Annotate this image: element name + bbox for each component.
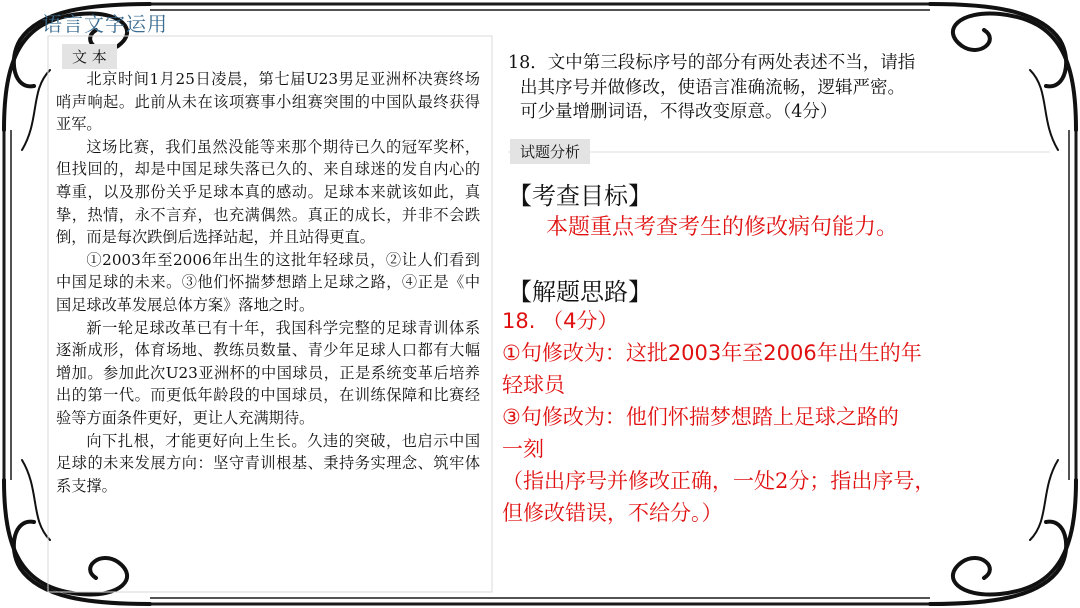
answer-1-line-1: ①句修改为：这批2003年至2006年出生的年 [502,341,922,365]
scoring-note-line-2: 但修改错误，不给分。） [502,501,723,525]
passage-panel [56,68,480,588]
question-line-2: 出其序号并做修改，使语言准确流畅，逻辑严密。 [520,77,905,98]
answer-1-line-2: 轻球员 [502,373,565,397]
question-line-1: 18．文中第三段标序号的部分有两处表述不当，请指 [508,53,916,73]
analysis-tag: 试题分析 [510,139,590,164]
text-tag: 文 本 [62,44,117,69]
passage-paragraph-4: 新一轮足球改革已有十年，我国科学完整的足球青训体系逐渐成形，体育场地、教练员数量、青少年足球人口都有大幅增加。参加此次U23亚洲杯的中国球员，正是系统变革后培养出的第一代。而更低年龄段的中国球员，在训练保障和比赛经验等方面条件更好，更让人充满期待。 [56,318,480,427]
passage-paragraph-3: ①2003年至2006年出生的这批年轻球员，②让人们看到中国足球的未来。③他们怀揣梦想踏上足球之路，④正是《中国足球改革发展总体方案》落地之时。 [56,250,480,314]
goal-text: 本题重点考查考生的修改病句能力。 [546,215,899,240]
goal-heading: 【考查目标】 [508,182,652,210]
answer-score: 18. （4分） [502,309,619,333]
answer-block [502,305,1042,529]
approach-heading: 【解题思路】 [508,278,652,306]
passage-paragraph-5: 向下扎根，才能更好向上生长。久违的突破，也启示中国足球的未来发展方向：坚守青训根基、秉持务实理念、筑牢体系支撑。 [56,431,480,495]
section-title: 语言文字运用 [42,12,168,36]
question-line-3: 可少量增删词语，不得改变原意。（4分） [520,102,838,122]
question-prompt [508,51,1034,125]
answer-2-line-2: 一刻 [502,437,544,461]
passage-paragraph-2: 这场比赛，我们虽然没能等来那个期待已久的冠军奖杯，但找回的，却是中国足球失落已久的、来自球迷的发自内心的尊重，以及那份关乎足球本真的感动。足球本来就该如此，真挚，热情，永不言弃，也充满偶然。真正的成长，并非不会跌倒，而是每次跌倒后选择站起，并且站得更直。 [56,137,480,247]
passage-paragraph-1: 北京时间1月25日凌晨，第七届U23男足亚洲杯决赛终场哨声响起。此前从未在该项赛事小组赛突围的中国队最终获得亚军。 [56,70,480,134]
answer-2-line-1: ③句修改为：他们怀揣梦想踏上足球之路的 [502,405,899,429]
scoring-note-line-1: （指出序号并修改正确，一处2分；指出序号， [502,469,936,493]
